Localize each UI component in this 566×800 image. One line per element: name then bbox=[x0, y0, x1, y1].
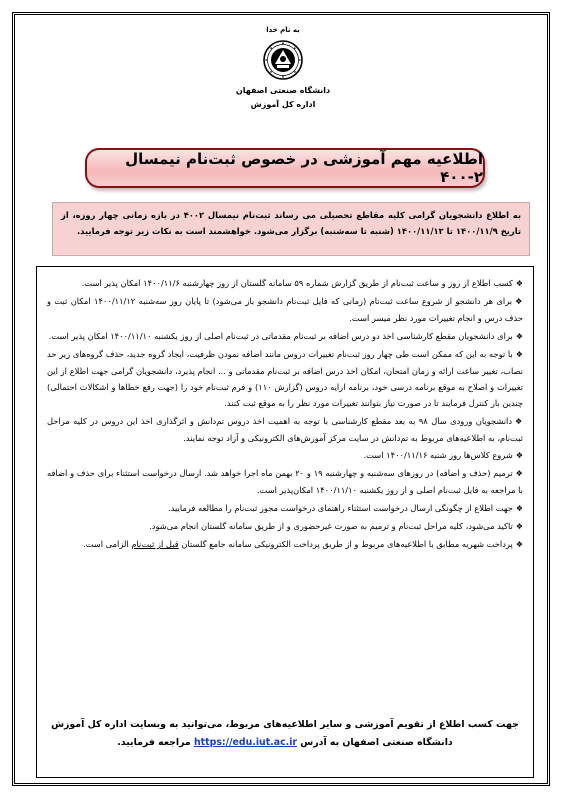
diamond-bullet-icon: ❖ bbox=[515, 331, 523, 341]
announcement-title-box bbox=[85, 148, 485, 188]
underlined-text: قبل از ثبت‌نام bbox=[131, 539, 179, 550]
notice-list bbox=[36, 266, 534, 778]
list-item: ❖دانشجویان ورودی سال ۹۸ به بعد مقطع کارشناسی با توجه به اهمیت اخذ دروس تم‌دانش و اثرگذاری اخذ این دروس در کلیه مراحل ثبت‌نام، به اطلاعیه‌های مربوط به تم‌دانش در سایت مرکز آموزش‌های الکترونیکی و آزاد توجه نمایند. bbox=[47, 415, 523, 443]
letterhead bbox=[0, 26, 566, 109]
diamond-bullet-icon: ❖ bbox=[515, 503, 523, 513]
footer-line: دانشگاه صنعتی اصفهان به آدرس https://edu.iut.ac.ir مراجعه فرمایید. bbox=[117, 737, 453, 748]
list-item: ❖تاکید می‌شود، کلیه مراحل ثبت‌نام و ترمیم به صورت غیرحضوری و از طریق سامانه گلستان انجام می‌شود. bbox=[149, 520, 523, 531]
diamond-bullet-icon: ❖ bbox=[515, 349, 524, 359]
list-item: ❖پرداخت شهریه مطابق با اطلاعیه‌های مربوط و از طریق پرداخت الکترونیکی سامانه جامع گلستان قبل از ثبت‌نام الزامی است. bbox=[82, 539, 523, 550]
university-name: دانشگاه صنعتی اصفهان bbox=[235, 86, 331, 95]
diamond-bullet-icon: ❖ bbox=[515, 279, 523, 288]
list-item: ❖با توجه به این که ممکن است طی چهار روز ثبت‌نام تغییرات دروس مانند اضافه نمودن ظرفیت، ایجاد گروه جدید، حذف گروه‌های زیر حد نصاب، تغییر ساعت ارائه و زمان امتحان، امکان اخذ درس اضافه بر ثبت‌نام مقدماتی و ... انجام پذیرد، دانشجویان گرامی جهت اطلاع از این تغییرات و اصلاح به موقع برنامه درسی خود، برنامه ارایه دروس (گزارش ۱۱۰) و فرم ثبت‌نام خود را (جهت رفع خطاها و اشکالات احتمالی) چندین بار کنترل فرمایند تا در صورت نیاز بتوانند تغییرات مورد نظر را به موقع ثبت کنند. bbox=[47, 348, 524, 409]
department-name: اداره کل آموزش bbox=[250, 100, 316, 109]
intro-paragraph: به اطلاع دانشجویان گرامی کلیه مقاطع تحصیلی می رساند ثبت‌نام نیمسال ۴۰۰۲ در بازه زمانی چهار روزه، از تاریخ ۱۴۰۰/۱۱/۹ تا ۱۴۰۰/۱۱/۱۲ (شنبه تا سه‌شنبه) برگزار می‌شود. خواهشمند است به نکات زیر توجه فرمایید. bbox=[52, 202, 530, 256]
list-item: ❖شروع کلاس‌ها روز شنبه ۱۴۰۰/۱۱/۱۶ است. bbox=[363, 450, 523, 461]
diamond-bullet-icon: ❖ bbox=[515, 451, 523, 461]
list-item: ❖برای هر دانشجو از شروع ساعت ثبت‌نام (زمانی که فایل ثبت‌نام دانشجو باز می‌شود) تا پایان روز سه‌شنبه ۱۴۰۰/۱۱/۱۲ امکان ثبت و حذف درس و انجام تغییرات مورد نظر میسر است. bbox=[47, 296, 524, 324]
website-link[interactable]: https://edu.iut.ac.ir bbox=[193, 737, 298, 748]
diamond-bullet-icon: ❖ bbox=[515, 521, 523, 531]
announcement-title: اطلاعیه مهم آموزشی در خصوص ثبت‌نام نیمسال ۲-۴۰۰ bbox=[125, 150, 483, 186]
list-item: ❖جهت اطلاع از چگونگی ارسال درخواست استثناء راهنمای درخواست مجوز ثبت‌نام را مطالعه فرمایید. bbox=[168, 502, 523, 513]
basmala: به نام خدا bbox=[266, 26, 300, 34]
diamond-bullet-icon: ❖ bbox=[515, 297, 524, 307]
university-logo-icon bbox=[263, 40, 303, 80]
list-item: ❖ترمیم (حذف و اضافه) در روزهای سه‌شنبه و چهارشنبه ۱۹ و ۲۰ بهمن ماه اجرا خواهد شد. ارسال درخواست استثناء برای حذف و اضافه با مراجعه به فایل ثبت‌نام اصلی و از روز یکشنبه ۱۴۰۰/۱۱/۱۰ امکان‌پذیر است. bbox=[47, 468, 523, 496]
diamond-bullet-icon: ❖ bbox=[515, 469, 523, 479]
footer-line: جهت کسب اطلاع از تقویم آموزشی و سایر اطلاعیه‌های مربوط، می‌توانید به وبسایت اداره کل آموزش bbox=[51, 719, 519, 730]
list-item: ❖برای دانشجویان مقطع کارشناسی اخذ دو درس اضافه بر ثبت‌نام مقدماتی در ثبت‌نام اصلی از روز یکشنبه ۱۴۰۰/۱۱/۱۰ امکان پذیر است. bbox=[48, 330, 523, 341]
list-item: ❖کسب اطلاع از روز و ساعت ثبت‌نام از طریق گزارش شماره ۵۹ سامانه گلستان از روز چهارشنبه ۱۴۰۰/۱۱/۶ امکان پذیر است. bbox=[81, 278, 523, 288]
diamond-bullet-icon: ❖ bbox=[515, 416, 523, 426]
diamond-bullet-icon: ❖ bbox=[515, 540, 523, 550]
footer-note bbox=[40, 716, 530, 752]
